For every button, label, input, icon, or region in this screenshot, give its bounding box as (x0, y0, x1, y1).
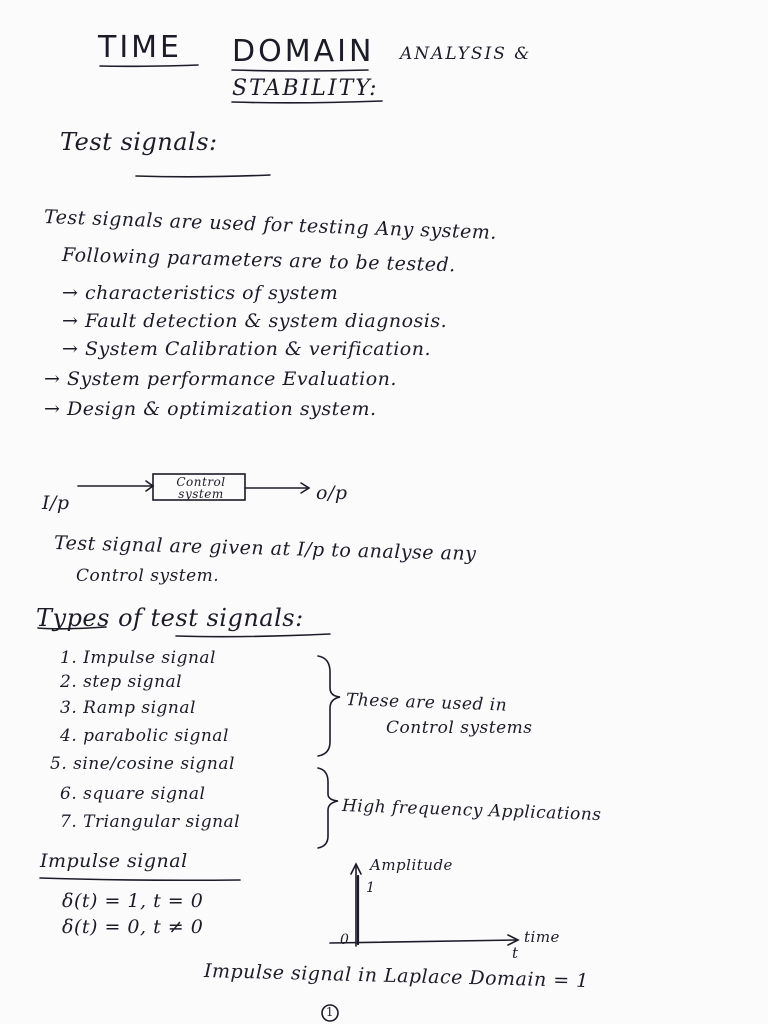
bullet-point-1: → characteristics of system (62, 282, 339, 304)
impulse-equation-2: δ(t) = 0, t ≠ 0 (62, 916, 204, 938)
brace-group-2 (318, 768, 338, 848)
para-line-2: Following parameters are to be tested. (61, 244, 456, 277)
impulse-equation-1: δ(t) = 1, t = 0 (62, 890, 204, 912)
input-arrowhead (146, 481, 153, 491)
type-item-2: 2. step signal (60, 672, 183, 692)
para-line-1: Test signals are used for testing Any system. (43, 206, 498, 244)
bullet-point-3: → System Calibration & verification. (62, 338, 432, 360)
group2-note: High frequency Applications (341, 796, 602, 826)
bullet-text-1: characteristics of system (84, 282, 339, 304)
graph-origin-label: 0 (340, 932, 350, 948)
bullet-text-2: Fault detection & system diagnosis. (84, 310, 448, 332)
output-label: o/p (316, 482, 348, 504)
title-underline-stability (232, 101, 382, 103)
test-signals-underline (136, 175, 270, 177)
title-stability: STABILITY: (232, 76, 379, 101)
types-underline-2 (176, 634, 330, 637)
group1-note-line-1: These are used in (345, 690, 508, 716)
bullet-point-2: → Fault detection & system diagnosis. (62, 310, 448, 332)
bullet-point-4: → System performance Evaluation. (44, 368, 397, 390)
graph-t-label: t (512, 944, 519, 962)
section2-line-2: Control system. (76, 566, 220, 586)
brace-group-1 (318, 656, 340, 756)
heading-impulse-signal: Impulse signal (40, 850, 188, 872)
type-item-1: 1. Impulse signal (60, 648, 216, 668)
heading-test-signals: Test signals: (60, 128, 218, 156)
page-number: 1 (325, 1005, 335, 1019)
bullet-text-3: System Calibration & verification. (84, 338, 432, 360)
input-label: I/p (42, 492, 70, 514)
section2-line-1: Test signal are given at I/p to analyse any (53, 532, 477, 566)
type-item-4: 4. parabolic signal (60, 726, 229, 746)
bullet-point-5: → Design & optimization system. (44, 398, 377, 420)
graph-y-axis-label: Amplitude (370, 856, 453, 874)
type-item-3: 3. Ramp signal (60, 698, 196, 718)
title-underline-time (100, 65, 198, 66)
bullet-text-4: System performance Evaluation. (66, 368, 397, 390)
heading-types-of-test-signals: Types of test signals: (36, 604, 304, 632)
bullet-text-5: Design & optimization system. (66, 398, 377, 420)
graph-x-axis-label: time (524, 928, 560, 946)
title-word-domain: DOMAIN (232, 34, 375, 69)
type-item-5: 5. sine/cosine signal (50, 754, 235, 774)
graph-tick-label: 1 (366, 880, 376, 896)
type-item-7: 7. Triangular signal (60, 812, 241, 832)
title-underline-domain (232, 70, 368, 71)
group1-note-line-2: Control systems (386, 718, 533, 738)
graph-y-axis-arrowhead (351, 864, 361, 874)
type-item-6: 6. square signal (60, 784, 206, 804)
control-system-block-label: Control system (176, 475, 226, 501)
graph-x-axis (330, 940, 516, 943)
output-arrowhead (301, 483, 309, 493)
title-word-time: TIME (98, 30, 183, 65)
impulse-heading-underline (40, 878, 240, 880)
title-word-analysis: ANALYSIS & (400, 44, 532, 64)
laplace-domain-note: Impulse signal in Laplace Domain = 1 (203, 960, 590, 993)
